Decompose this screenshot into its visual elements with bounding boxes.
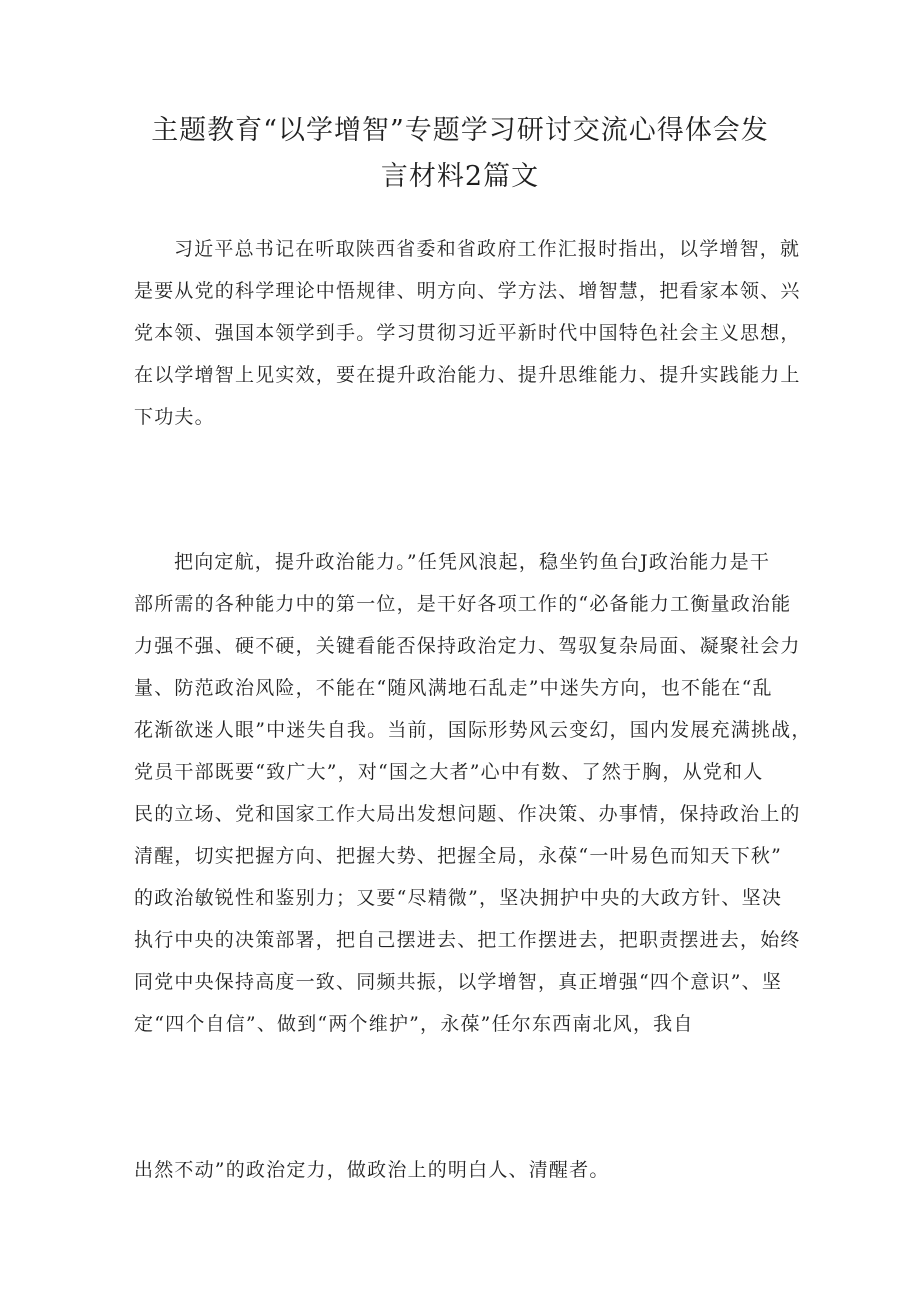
text-line: 是要从党的科学理论中悟规律、明方向、学方法、增智慧，把看家本领、兴: [134, 280, 801, 302]
text-line: 民的立场、党和国家工作大局出发想问题、作决策、办事情，保持政治上的: [134, 803, 801, 825]
text-line: 执行中央的决策部署，把自己摆进去、把工作摆进去，把职责摆进去，始终: [134, 929, 801, 951]
text-line: 下功夫。: [134, 406, 215, 428]
text-line: 习近平总书记在听取陕西省委和省政府工作汇报时指出，以学增智，就: [174, 238, 801, 260]
text-line: 的政治敏锐性和鉴别力；又要“尽精微”，坚决拥护中央的大政方针、坚决: [134, 887, 783, 909]
title-line: 言材料2篇文: [380, 161, 540, 192]
title-line: 主题教育“以学增智”专题学习研讨交流心得体会发: [151, 115, 769, 146]
text-line: 党员干部既要“致广大”，对“国之大者”心中有数、了然于胸，从党和人: [134, 761, 764, 783]
text-line: 党本领、强国本领学到手。学习贯彻习近平新时代中国特色社会主义思想，: [134, 322, 801, 344]
text-line: 力强不强、硬不硬，关键看能否保持政治定力、驾驭复杂局面、凝聚社会力: [134, 635, 801, 657]
text-line: 把向定航，提升政治能力。”任凭风浪起，稳坐钓鱼台J政治能力是干: [174, 551, 771, 573]
document-title: [130, 108, 790, 200]
text-line: 量、防范政治风险，不能在“随风满地石乱走”中迷失方向，也不能在“乱: [134, 677, 773, 699]
paragraph-political-ability: [134, 541, 812, 1045]
text-line: 部所需的各种能力中的第一位，是干好各项工作的“必备能力工衡量政治能: [134, 593, 792, 615]
text-line: 清醒，切实把握方向、把握大势、把握全局，永葆“一叶易色而知天下秋”: [134, 845, 783, 867]
text-line: 花渐欲迷人眼”中迷失自我。当前，国际形势风云变幻，国内发展充满挑战，: [134, 719, 812, 741]
text-line: 在以学增智上见实效，要在提升政治能力、提升思维能力、提升实践能力上: [134, 364, 801, 386]
text-line: 出然不动”的政治定力，做政治上的明白人、清醒者。: [134, 1159, 610, 1181]
paragraph-continuation: [134, 1149, 794, 1191]
text-line: 定“四个自信”、做到“两个维护”，永葆”任尔东西南北风，我自: [134, 1013, 694, 1035]
text-line: 同党中央保持高度一致、同频共振，以学增智，真正增强“四个意识”、坚: [134, 971, 783, 993]
paragraph-intro: [134, 228, 801, 438]
